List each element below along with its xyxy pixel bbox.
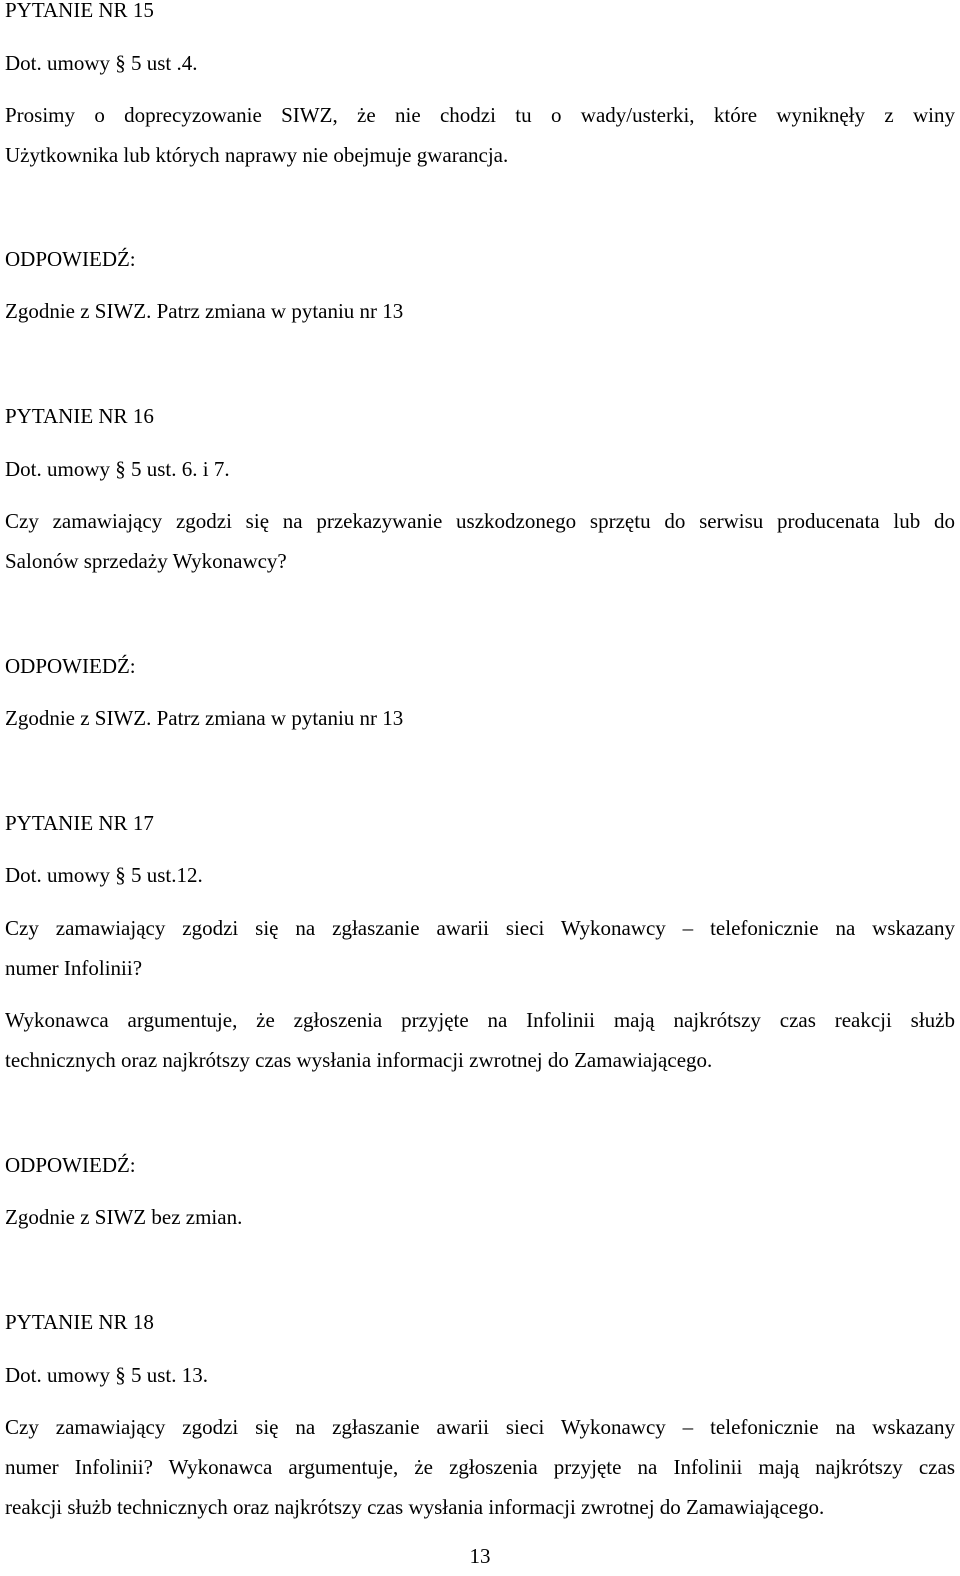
- contract-reference: Dot. umowy § 5 ust.12.: [5, 863, 203, 887]
- argument-text-line: technicznych oraz najkrótszy czas wysłania informacji zwrotnej do Zamawiającego.: [5, 1048, 713, 1072]
- question-text-line: Czy zamawiający zgodzi się na zgłaszanie awarii sieci Wykonawcy – telefonicznie na wskazany: [5, 916, 955, 940]
- question-text-line: numer Infolinii?: [5, 956, 143, 980]
- answer-label: ODPOWIEDŹ:: [5, 654, 136, 678]
- question-header: PYTANIE NR 18: [5, 1310, 154, 1334]
- question-text-line: numer Infolinii? Wykonawca argumentuje, że zgłoszenia przyjęte na Infolinii mają najkrótszy czas: [5, 1455, 955, 1479]
- contract-reference: Dot. umowy § 5 ust .4.: [5, 51, 198, 75]
- question-header: PYTANIE NR 16: [5, 404, 154, 428]
- question-text-line: Salonów sprzedaży Wykonawcy?: [5, 549, 287, 573]
- page-number: 13: [469, 1544, 491, 1568]
- question-text-line: Czy zamawiający zgodzi się na zgłaszanie awarii sieci Wykonawcy – telefonicznie na wskazany: [5, 1415, 955, 1439]
- answer-text: Zgodnie z SIWZ. Patrz zmiana w pytaniu nr 13: [5, 706, 404, 730]
- answer-label: ODPOWIEDŹ:: [5, 247, 136, 271]
- question-text-line: reakcji służb technicznych oraz najkrótszy czas wysłania informacji zwrotnej do Zamawiającego.: [5, 1495, 825, 1519]
- question-text-line: Czy zamawiający zgodzi się na przekazywanie uszkodzonego sprzętu do serwisu producenata lub do: [5, 509, 955, 533]
- question-text-line: Prosimy o doprecyzowanie SIWZ, że nie chodzi tu o wady/usterki, które wyniknęły z winy: [5, 103, 955, 127]
- contract-reference: Dot. umowy § 5 ust. 6. i 7.: [5, 457, 230, 481]
- contract-reference: Dot. umowy § 5 ust. 13.: [5, 1363, 209, 1387]
- question-text-line: Użytkownika lub których naprawy nie obejmuje gwarancja.: [5, 143, 509, 167]
- argument-text-line: Wykonawca argumentuje, że zgłoszenia przyjęte na Infolinii mają najkrótszy czas reakcji służb: [5, 1008, 955, 1032]
- question-header: PYTANIE NR 17: [5, 811, 154, 835]
- question-header: PYTANIE NR 15: [5, 0, 154, 22]
- answer-text: Zgodnie z SIWZ bez zmian.: [5, 1205, 243, 1229]
- answer-text: Zgodnie z SIWZ. Patrz zmiana w pytaniu nr 13: [5, 299, 404, 323]
- answer-label: ODPOWIEDŹ:: [5, 1153, 136, 1177]
